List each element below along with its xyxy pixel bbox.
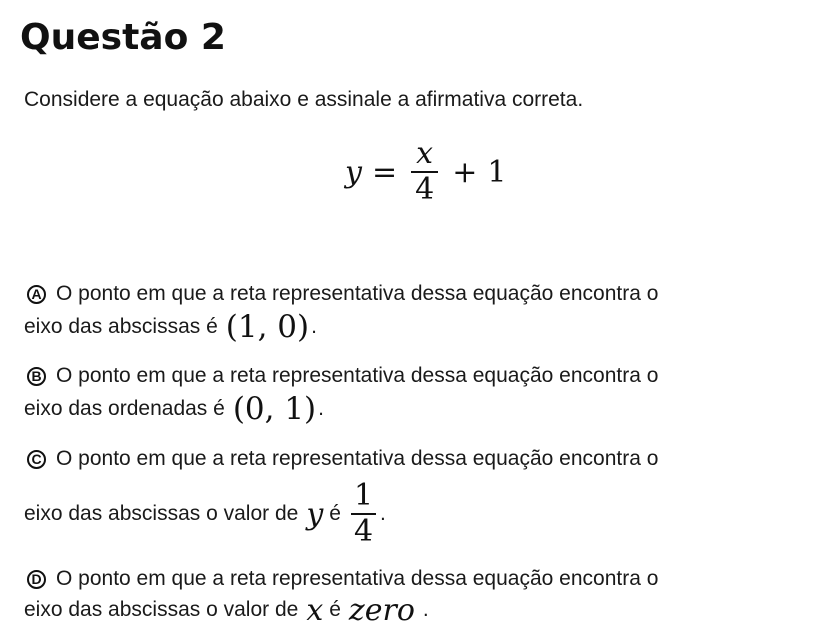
option-c-text-line2: eixo das abscissas o valor de (24, 502, 299, 525)
option-c-period: . (380, 502, 386, 525)
option-c-fraction-denominator: 4 (353, 514, 374, 549)
option-a[interactable] (24, 281, 814, 347)
option-d-variable: x (306, 592, 324, 628)
option-d-text-line1: O ponto em que a reta representativa dessa equação encontra o (56, 567, 659, 590)
option-a-period: . (311, 315, 317, 338)
option-d-period: . (422, 598, 429, 621)
option-a-text-line2: eixo das abscissas é (24, 315, 218, 338)
option-a-text-line1: O ponto em que a reta representativa dessa equação encontra o (56, 282, 659, 305)
fraction-numerator: x (416, 136, 434, 171)
equation (345, 134, 506, 210)
fraction-denominator: 4 (415, 172, 435, 207)
option-b-text-line2: eixo das ordenadas é (24, 397, 225, 420)
option-d[interactable] (24, 566, 814, 628)
option-d-word: zero (348, 592, 415, 628)
option-a-coordinate: (1, 0) (225, 309, 310, 345)
option-d-connector: é (329, 598, 341, 621)
option-c-fraction-numerator: 1 (353, 478, 374, 513)
option-b-period: . (318, 397, 324, 420)
option-a-badge[interactable]: A (27, 285, 46, 304)
option-c-badge[interactable]: C (27, 450, 46, 469)
option-c-fraction (351, 479, 376, 549)
option-d-badge[interactable]: D (27, 570, 46, 589)
option-b[interactable] (24, 363, 814, 429)
option-c[interactable] (24, 446, 814, 556)
equation-fraction (411, 137, 438, 207)
option-c-connector: é (329, 502, 341, 525)
question-title: Questão 2 (20, 17, 226, 58)
option-d-text-line2: eixo das abscissas o valor de (24, 598, 299, 621)
equation-equals: = (371, 154, 398, 190)
equation-lhs: y (345, 154, 362, 190)
equation-constant: 1 (487, 154, 507, 190)
option-b-text-line1: O ponto em que a reta representativa dessa equação encontra o (56, 364, 659, 387)
option-b-coordinate: (0, 1) (232, 391, 317, 427)
option-c-variable: y (306, 496, 324, 532)
equation-plus: + (452, 154, 478, 190)
option-b-badge[interactable]: B (27, 367, 46, 386)
question-prompt: Considere a equação abaixo e assinale a afirmativa correta. (24, 88, 584, 111)
option-c-text-line1: O ponto em que a reta representativa dessa equação encontra o (56, 447, 659, 470)
